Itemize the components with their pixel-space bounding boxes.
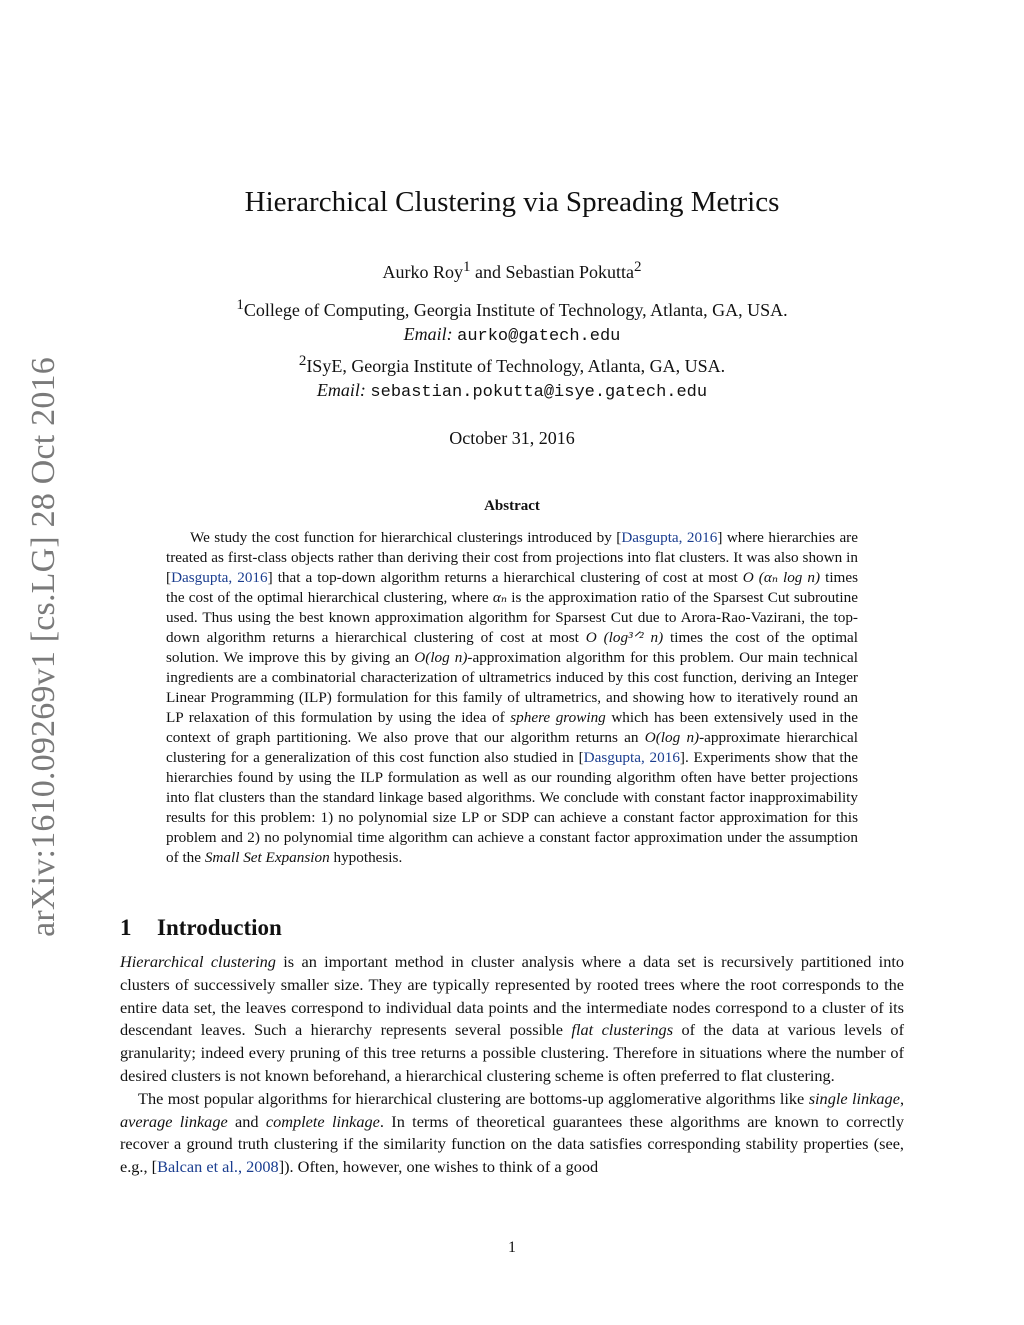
email-label: Email: xyxy=(316,380,366,400)
text-run: of the data at various levels of granularity; indeed every pruning of this tree returns a possible clustering. Therefore in situations where the number of desired clusters is not known beforehand, a hierarchical clustering scheme is often preferred to flat clustering. xyxy=(120,1020,904,1085)
author-conjunction: and xyxy=(470,262,506,282)
text-run: -approximate hierarchical clustering for a generalization of this cost function also studied in [ xyxy=(166,729,858,766)
paper-date: October 31, 2016 xyxy=(449,428,575,448)
affiliations xyxy=(0,293,1024,405)
affiliation-email-line xyxy=(0,378,1024,405)
math-expression: O (log³ᐟ² n) xyxy=(585,629,664,646)
email-label: Email: xyxy=(403,324,453,344)
text-run: which has been extensively used in the context of graph partitioning. We also prove that our algorithm returns an xyxy=(166,709,859,746)
math-expression: O (αₙ log n) xyxy=(742,569,821,586)
body-text xyxy=(120,951,904,1179)
text-run: ]). Often, however, one wishes to think of a good xyxy=(278,1157,599,1177)
emphasis: flat clusterings xyxy=(571,1020,674,1040)
author-list xyxy=(0,254,1024,285)
emphasis: sphere growing xyxy=(510,709,606,726)
text-run: ]. Experiments show that the hierarchies found by using the ILP formulation as well as our rounding algorithm often have better projections into flat clusters than the standard linkage based algorithms. We conclude with constant factor inapproximability results for this problem: 1) no polynomial size LP or SDP can achieve a constant factor approximation for this problem and 2) no polynomial time algorithm can achieve a constant factor approximation under the assumption of the xyxy=(166,749,858,866)
author-name: Sebastian Pokutta xyxy=(505,262,634,282)
text-run: times the cost of the optimal solution. We improve this by giving an xyxy=(166,629,859,666)
arxiv-stamp: arXiv:1610.09269v1 [cs.LG] 28 Oct 2016 xyxy=(25,357,62,937)
emphasis: Hierarchical clustering xyxy=(120,952,276,971)
affiliation-marker: 2 xyxy=(298,353,307,369)
section-title: Introduction xyxy=(157,915,282,940)
text-run: is the approximation ratio of the Sparsest Cut subroutine used. Thus using the best known approximation algorithm for Sparsest Cut due to Arora-Rao-Vazirani, the top-down algorithm returns a hierarchical clustering of cost at most xyxy=(166,589,858,646)
affiliation-email-line xyxy=(0,322,1024,349)
citation-link[interactable]: Dasgupta, 2016 xyxy=(171,569,268,586)
section-number: 1 xyxy=(120,915,132,940)
emphasis: single linkage xyxy=(808,1088,900,1108)
author-name: Aurko Roy xyxy=(382,262,463,282)
affiliation-marker: 1 xyxy=(463,259,471,275)
abstract-heading: Abstract xyxy=(484,498,540,514)
text-run: times the cost of the optimal hierarchical clustering, where xyxy=(166,569,859,606)
text-run: and xyxy=(227,1111,266,1131)
abstract-text xyxy=(166,528,858,868)
paper-title: Hierarchical Clustering via Spreading Metrics xyxy=(244,186,780,218)
affiliation xyxy=(0,293,1024,322)
email-link[interactable]: sebastian.pokutta@isye.gatech.edu xyxy=(370,383,708,402)
emphasis: complete linkage xyxy=(265,1111,380,1131)
email-link[interactable]: aurko@gatech.edu xyxy=(457,327,621,346)
math-expression: O(log n) xyxy=(644,729,700,746)
citation-link[interactable]: Dasgupta, 2016 xyxy=(583,749,680,766)
affiliation-name: ISyE, Georgia Institute of Technology, Atlanta, GA, USA. xyxy=(306,356,726,376)
affiliation xyxy=(0,349,1024,378)
text-run: hypothesis. xyxy=(329,849,403,866)
text-run: . In terms of theoretical guarantees these algorithms are known to correctly recover a ground truth clustering if the similarity function on the data satisfies corresponding stability properties (see, e.g., [ xyxy=(120,1111,904,1177)
math-expression: αₙ xyxy=(492,589,507,606)
citation-link[interactable]: Dasgupta, 2016 xyxy=(621,529,718,546)
emphasis: Small Set Expansion xyxy=(204,849,330,866)
affiliation-marker: 2 xyxy=(634,259,642,275)
text-run: , xyxy=(899,1088,905,1108)
section-heading xyxy=(120,915,282,941)
citation-link[interactable]: Balcan et al., 2008 xyxy=(157,1157,279,1177)
math-expression: O(log n) xyxy=(414,649,468,666)
text-run: ] where hierarchies are treated as first-class objects rather than deriving their cost from projections into flat clusters. It was also shown in [ xyxy=(166,529,858,586)
affiliation-name: College of Computing, Georgia Institute of Technology, Atlanta, GA, USA. xyxy=(243,300,788,320)
text-run: We study the cost function for hierarchical clusterings introduced by [ xyxy=(190,529,622,546)
paragraph xyxy=(120,951,904,1088)
text-run: ] that a top-down algorithm returns a hierarchical clustering of cost at most xyxy=(267,569,743,586)
text-run: The most popular algorithms for hierarchical clustering are bottoms-up agglomerative algorithms like xyxy=(138,1088,809,1108)
emphasis: average linkage xyxy=(120,1111,228,1131)
page-number: 1 xyxy=(508,1239,516,1256)
text-run: is an important method in cluster analysis where a data set is recursively partitioned into clusters of successively smaller size. They are typically represented by rooted trees where the root corresponds to the entire data set, the leaves correspond to individual data points and the intermediate nodes correspond to a cluster of its descendant leaves. Such a hierarchy represents several possible xyxy=(120,952,905,1040)
paragraph xyxy=(120,1088,904,1179)
text-run: -approximation algorithm for this problem. Our main technical ingredients are a combinatorial characterization of ultrametrics induced by this cost function, deriving an Integer Linear Programming (ILP) formulation for this family of ultrametrics, and showing how to iteratively round an LP relaxation of this formulation by using the idea of xyxy=(166,649,858,726)
affiliation-marker: 1 xyxy=(236,297,244,313)
